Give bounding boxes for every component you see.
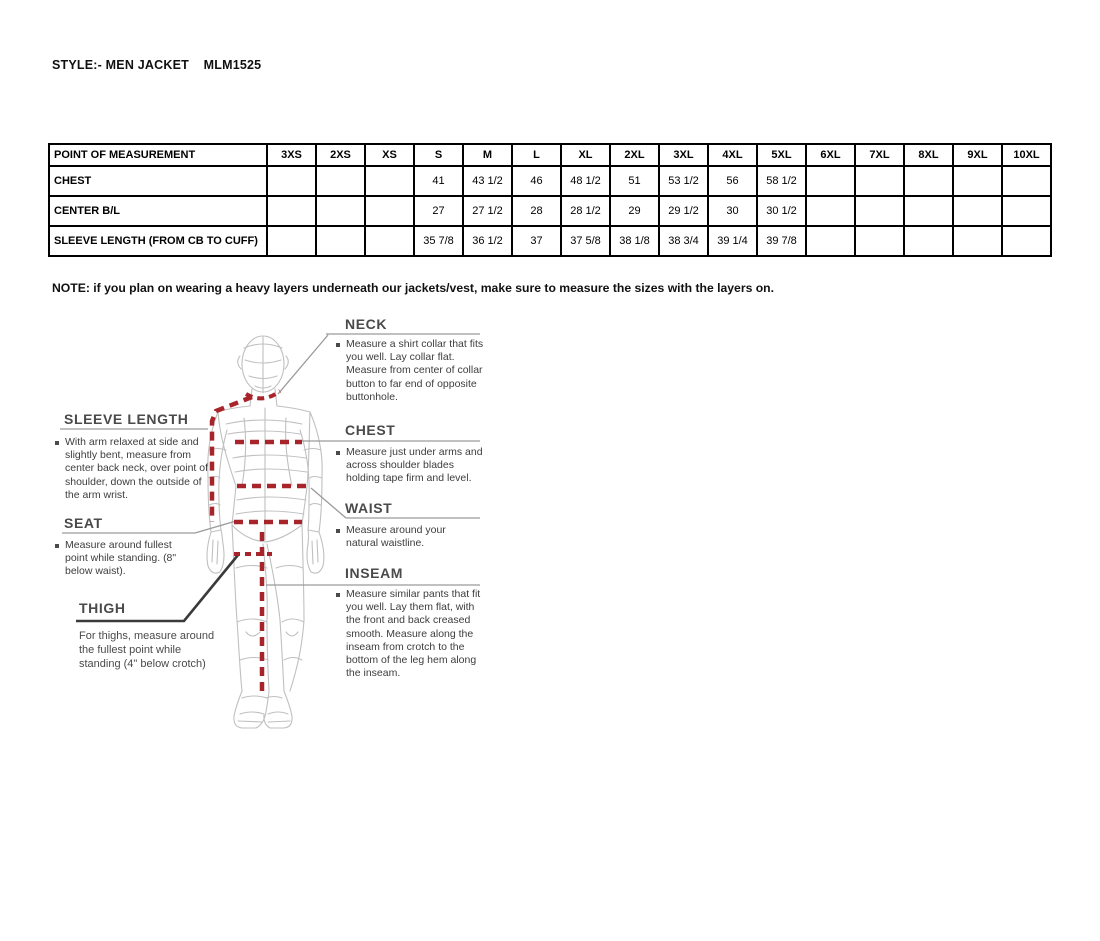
size-value-cell [316, 166, 365, 196]
size-value-cell [904, 226, 953, 256]
neck-instructions-text: Measure a shirt collar that fits you well. Lay collar flat. Measure from center of collar button to far end of opposite buttonhole. [346, 338, 484, 403]
column-header-size: 3XL [659, 144, 708, 166]
size-value-cell [953, 226, 1002, 256]
size-chart-head-row [49, 144, 1051, 166]
size-value-cell: 38 3/4 [659, 226, 708, 256]
column-header-label: POINT OF MEASUREMENT [49, 144, 267, 166]
waist-instructions [336, 524, 478, 550]
size-value-cell: 51 [610, 166, 659, 196]
bullet-square-icon [336, 593, 340, 597]
size-value-cell [904, 166, 953, 196]
size-value-cell: 39 7/8 [757, 226, 806, 256]
size-value-cell [1002, 226, 1051, 256]
column-header-size: 5XL [757, 144, 806, 166]
column-header-size: 2XS [316, 144, 365, 166]
sleeve-length-instructions [55, 436, 211, 502]
size-value-cell: 39 1/4 [708, 226, 757, 256]
size-value-cell: 41 [414, 166, 463, 196]
size-value-cell [1002, 166, 1051, 196]
size-value-cell: 38 1/8 [610, 226, 659, 256]
waist-callout-line [311, 488, 480, 518]
column-header-size: 6XL [806, 144, 855, 166]
size-value-cell: 48 1/2 [561, 166, 610, 196]
column-header-size: XS [365, 144, 414, 166]
size-value-cell: 30 1/2 [757, 196, 806, 226]
size-value-cell: 53 1/2 [659, 166, 708, 196]
column-header-size: 10XL [1002, 144, 1051, 166]
size-value-cell: 43 1/2 [463, 166, 512, 196]
measurement-lines [212, 391, 310, 693]
column-header-size: 4XL [708, 144, 757, 166]
column-header-size: 7XL [855, 144, 904, 166]
thigh-heading: THIGH [79, 600, 126, 616]
size-value-cell [316, 226, 365, 256]
sleeve-length-heading: SLEEVE LENGTH [64, 411, 189, 427]
size-value-cell [855, 166, 904, 196]
inseam-heading: INSEAM [345, 565, 404, 581]
table-row [49, 226, 1051, 256]
thigh-instructions-text: For thighs, measure around the fullest point while standing (4" below crotch) [79, 630, 215, 670]
table-row [49, 196, 1051, 226]
sleeve-length-instructions-text: With arm relaxed at side and slightly bent, measure from center back neck, over point of shoulder, down the outside of the arm wrist. [65, 436, 208, 501]
table-row [49, 166, 1051, 196]
size-value-cell [365, 226, 414, 256]
size-value-cell [365, 196, 414, 226]
row-label: CENTER B/L [49, 196, 267, 226]
bullet-square-icon [336, 529, 340, 533]
size-value-cell [806, 226, 855, 256]
size-value-cell [316, 196, 365, 226]
column-header-size: 3XS [267, 144, 316, 166]
size-chart-table [48, 143, 1052, 257]
size-value-cell [953, 196, 1002, 226]
document-title: STYLE:- MEN JACKET MLM1525 [52, 58, 262, 72]
neck-heading: NECK [345, 316, 388, 332]
inseam-instructions [336, 588, 488, 680]
size-value-cell: 46 [512, 166, 561, 196]
row-label: SLEEVE LENGTH (FROM CB TO CUFF) [49, 226, 267, 256]
size-value-cell: 27 [414, 196, 463, 226]
figure-wireframe [207, 336, 324, 728]
chest-instructions-text: Measure just under arms and across shoulder blades holding tape firm and level. [346, 446, 483, 485]
size-value-cell [953, 166, 1002, 196]
bullet-square-icon [55, 441, 59, 445]
size-value-cell [267, 196, 316, 226]
waist-heading: WAIST [345, 500, 393, 516]
inseam-instructions-text: Measure similar pants that fit you well. Lay them flat, with the front and back creased smooth. Measure along the inseam from crotch to the bottom of the leg hem along the inseam. [346, 588, 481, 680]
bullet-square-icon [55, 544, 59, 548]
column-header-size: XL [561, 144, 610, 166]
column-header-size: 9XL [953, 144, 1002, 166]
chest-heading: CHEST [345, 422, 396, 438]
size-value-cell: 58 1/2 [757, 166, 806, 196]
thigh-instructions [79, 629, 217, 671]
size-value-cell: 28 [512, 196, 561, 226]
size-value-cell [267, 166, 316, 196]
size-value-cell: 37 5/8 [561, 226, 610, 256]
size-value-cell: 27 1/2 [463, 196, 512, 226]
size-value-cell [806, 166, 855, 196]
seat-heading: SEAT [64, 515, 103, 531]
size-value-cell [855, 196, 904, 226]
seat-instructions-text: Measure around fullest point while standing. (8" below waist). [65, 539, 177, 578]
note-text: NOTE: if you plan on wearing a heavy layers underneath our jackets/vest, make sure to measure the sizes with the layers on. [52, 281, 775, 295]
size-value-cell: 35 7/8 [414, 226, 463, 256]
size-value-cell: 29 [610, 196, 659, 226]
size-value-cell: 56 [708, 166, 757, 196]
waist-instructions-text: Measure around your natural waistline. [346, 524, 446, 550]
size-value-cell [365, 166, 414, 196]
size-value-cell [806, 196, 855, 226]
column-header-size: S [414, 144, 463, 166]
neck-instructions [336, 338, 488, 404]
size-value-cell [267, 226, 316, 256]
size-value-cell [1002, 196, 1051, 226]
size-chart-body [49, 166, 1051, 256]
column-header-size: M [463, 144, 512, 166]
size-value-cell [855, 226, 904, 256]
size-value-cell: 29 1/2 [659, 196, 708, 226]
bullet-square-icon [336, 343, 340, 347]
size-value-cell: 37 [512, 226, 561, 256]
row-label: CHEST [49, 166, 267, 196]
seat-instructions [55, 539, 191, 579]
size-value-cell: 30 [708, 196, 757, 226]
column-header-size: 8XL [904, 144, 953, 166]
size-value-cell: 36 1/2 [463, 226, 512, 256]
column-header-size: 2XL [610, 144, 659, 166]
column-header-size: L [512, 144, 561, 166]
chest-instructions [336, 446, 488, 486]
size-value-cell: 28 1/2 [561, 196, 610, 226]
bullet-square-icon [336, 451, 340, 455]
size-value-cell [904, 196, 953, 226]
